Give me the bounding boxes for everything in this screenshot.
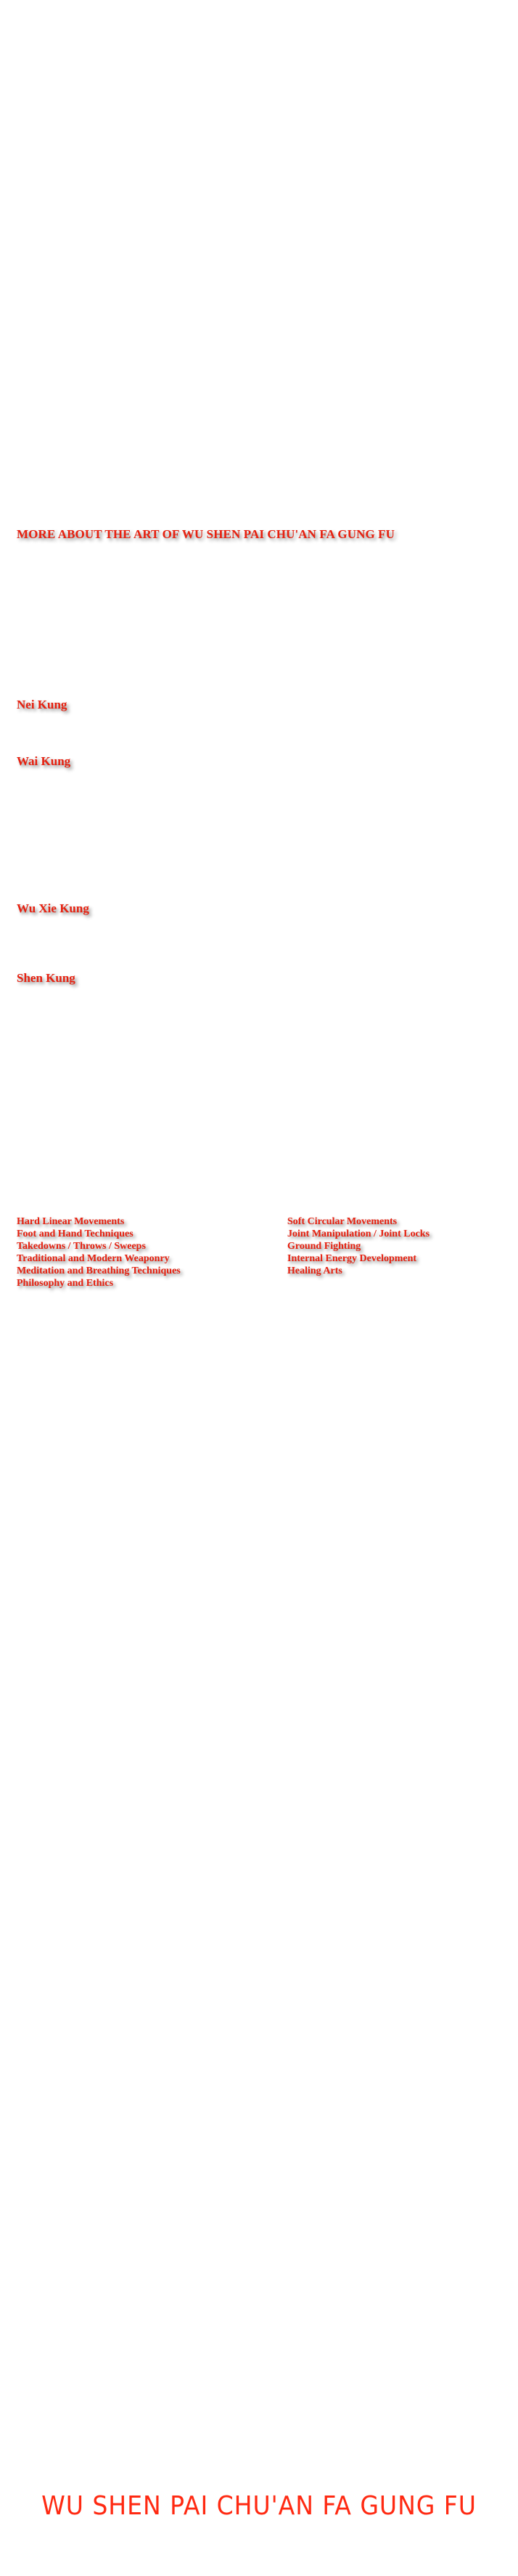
heading-shen-kung: Shen Kung bbox=[17, 971, 75, 985]
list-item: Hard Linear Movements bbox=[17, 1216, 125, 1227]
section-title: MORE ABOUT THE ART OF WU SHEN PAI CHU'AN FA GUNG FU bbox=[17, 527, 395, 541]
list-item: Healing Arts bbox=[287, 1266, 342, 1276]
list-item: Internal Energy Development bbox=[287, 1253, 417, 1264]
footer-logo-title: WU SHEN PAI CHU'AN FA GUNG FU bbox=[41, 2491, 477, 2521]
list-item: Traditional and Modern Weaponry bbox=[17, 1253, 170, 1264]
list-item: Philosophy and Ethics bbox=[17, 1278, 114, 1289]
list-item: Meditation and Breathing Techniques bbox=[17, 1266, 181, 1276]
heading-wai-kung: Wai Kung bbox=[17, 754, 71, 768]
list-item: Takedowns / Throws / Sweeps bbox=[17, 1241, 146, 1252]
list-item: Ground Fighting bbox=[287, 1241, 361, 1252]
curriculum-list-left bbox=[17, 1215, 181, 1289]
curriculum-list-right bbox=[287, 1215, 429, 1277]
heading-wu-xie-kung: Wu Xie Kung bbox=[17, 901, 89, 915]
list-item: Joint Manipulation / Joint Locks bbox=[287, 1229, 430, 1239]
list-item: Foot and Hand Techniques bbox=[17, 1229, 133, 1239]
heading-nei-kung: Nei Kung bbox=[17, 698, 67, 711]
list-item: Soft Circular Movements bbox=[287, 1216, 398, 1227]
